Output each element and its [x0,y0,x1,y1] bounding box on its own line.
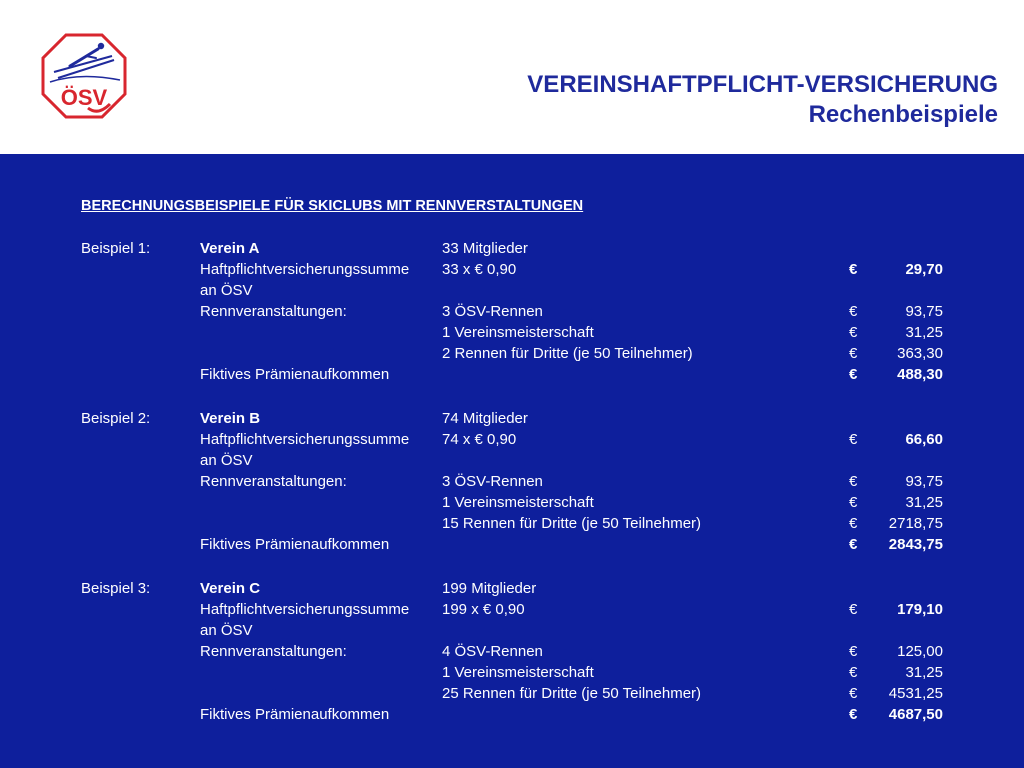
race-amount: 4531,25 [888,685,943,702]
table-row [0,620,1024,641]
race-amount: 31,25 [905,324,943,341]
member-count: 74 Mitglieder [442,410,528,427]
currency-symbol: € [849,536,858,553]
currency-symbol: € [849,431,858,448]
slide-title: VEREINSHAFTPFLICHT-VERSICHERUNG [527,71,998,98]
table-row [0,280,1024,301]
race-desc: 4 ÖSV-Rennen [442,643,543,660]
currency-symbol: € [849,261,858,278]
race-desc: 15 Rennen für Dritte (je 50 Teilnehmer) [442,515,702,532]
currency-symbol: € [849,685,858,702]
race-amount: 93,75 [905,303,943,320]
table-row [0,599,1024,620]
race-desc: 1 Vereinsmeisterschaft [442,494,594,511]
table-row [0,683,1024,704]
liability-label: Haftpflichtversicherungssumme [200,601,410,618]
section-heading: BERECHNUNGSBEISPIELE FÜR SKICLUBS MIT RENNVERSTALTUNGEN [81,198,584,214]
title-block [527,70,998,130]
table-row [0,259,1024,280]
total-amount: 4687,50 [888,706,943,723]
currency-symbol: € [849,303,858,320]
race-amount: 93,75 [905,473,943,490]
slide-header [0,0,1024,154]
liability-calc: 199 x € 0,90 [442,601,525,618]
club-name: Verein A [200,240,260,257]
member-count: 33 Mitglieder [442,240,528,257]
content-panel [0,154,1024,768]
currency-symbol: € [849,664,858,681]
logo-text: ÖSV [60,85,108,110]
race-desc: 3 ÖSV-Rennen [442,303,543,320]
table-row [0,429,1024,450]
liability-amount: 66,60 [905,431,943,448]
member-count: 199 Mitglieder [442,580,537,597]
liability-label-cont: an ÖSV [200,622,253,639]
total-label: Fiktives Prämienaufkommen [200,706,390,723]
currency-symbol: € [849,706,858,723]
table-row [0,343,1024,364]
race-desc: 1 Vereinsmeisterschaft [442,324,594,341]
race-desc: 3 ÖSV-Rennen [442,473,543,490]
currency-symbol: € [849,515,858,532]
race-desc: 1 Vereinsmeisterschaft [442,664,594,681]
race-desc: 2 Rennen für Dritte (je 50 Teilnehmer) [442,345,693,362]
club-name: Verein B [200,410,261,427]
table-row [0,578,1024,599]
table-row [0,238,1024,259]
race-amount: 125,00 [897,643,943,660]
table-row [0,704,1024,725]
club-name: Verein C [200,580,261,597]
races-label: Rennveranstaltungen: [200,643,347,660]
race-amount: 31,25 [905,494,943,511]
currency-symbol: € [849,473,858,490]
total-label: Fiktives Prämienaufkommen [200,366,390,383]
race-amount: 363,30 [897,345,943,362]
races-label: Rennveranstaltungen: [200,473,347,490]
table-row [0,322,1024,343]
table-row [0,471,1024,492]
example-label: Beispiel 1: [81,240,151,257]
currency-symbol: € [849,643,858,660]
liability-calc: 33 x € 0,90 [442,261,517,278]
race-amount: 31,25 [905,664,943,681]
liability-amount: 29,70 [905,261,943,278]
table-row [0,301,1024,322]
total-label: Fiktives Prämienaufkommen [200,536,390,553]
slide-subtitle: Rechenbeispiele [808,101,998,128]
table-row [0,408,1024,429]
liability-label-cont: an ÖSV [200,282,253,299]
total-amount: 2843,75 [888,536,943,553]
table-row [0,534,1024,555]
races-label: Rennveranstaltungen: [200,303,347,320]
liability-label-cont: an ÖSV [200,452,253,469]
race-amount: 2718,75 [888,515,943,532]
table-row [0,492,1024,513]
currency-symbol: € [849,494,858,511]
total-amount: 488,30 [897,366,943,383]
currency-symbol: € [849,345,858,362]
liability-amount: 179,10 [897,601,943,618]
example-label: Beispiel 3: [81,580,151,597]
example-label: Beispiel 2: [81,410,151,427]
liability-label: Haftpflichtversicherungssumme [200,431,410,448]
table-row [0,513,1024,534]
table-row [0,364,1024,385]
currency-symbol: € [849,601,858,618]
currency-symbol: € [849,324,858,341]
liability-label: Haftpflichtversicherungssumme [200,261,410,278]
osv-logo [40,32,128,120]
liability-calc: 74 x € 0,90 [442,431,517,448]
table-row [0,662,1024,683]
table-row [0,450,1024,471]
race-desc: 25 Rennen für Dritte (je 50 Teilnehmer) [442,685,702,702]
table-row [0,641,1024,662]
currency-symbol: € [849,366,858,383]
